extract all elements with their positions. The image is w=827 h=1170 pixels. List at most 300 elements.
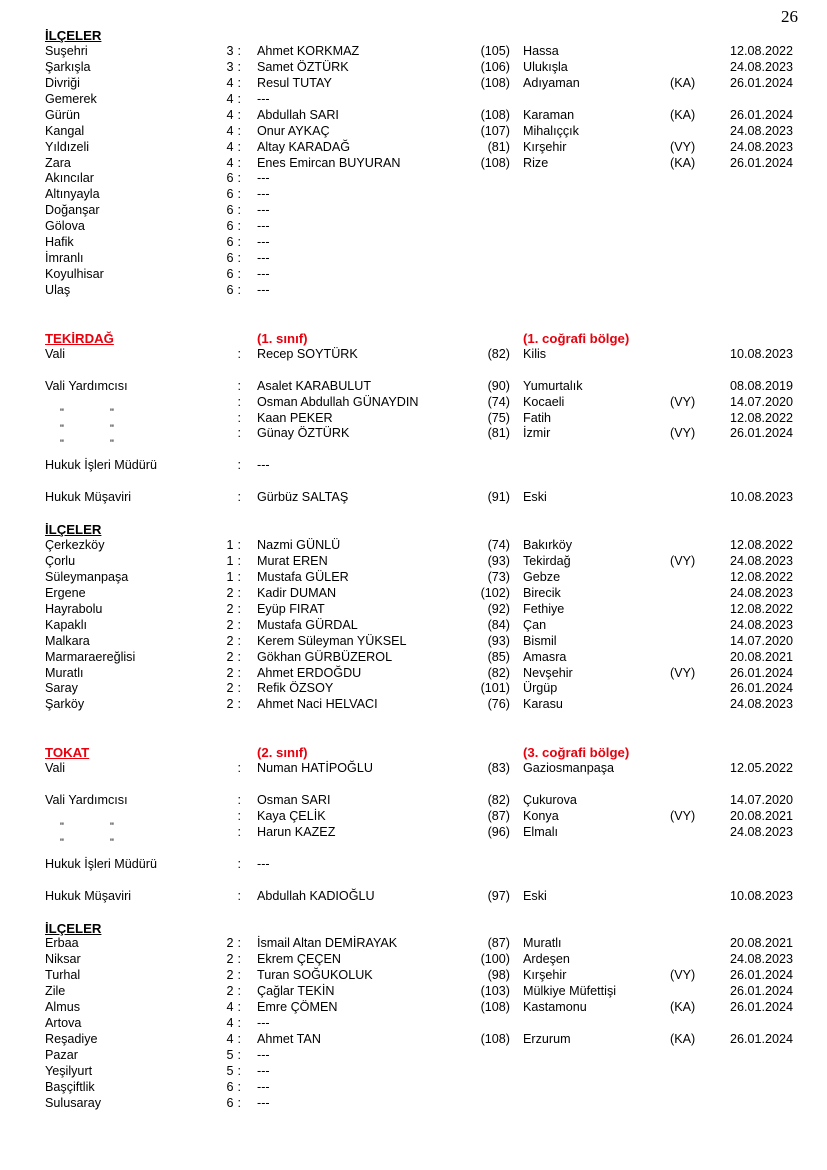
appointment-date: 24.08.2023 — [729, 617, 793, 632]
colon-mark: : — [237, 984, 241, 999]
appointee-name: Ahmet Naci HELVACI — [257, 697, 378, 712]
row-label: Şarköy — [45, 697, 85, 712]
colon-mark: : — [237, 123, 241, 138]
status-tag: (VY) — [670, 139, 696, 154]
colon-mark: : — [237, 936, 241, 951]
origin-place: Birecik — [523, 585, 561, 600]
appointment-date: 08.08.2019 — [729, 378, 793, 393]
class-number: 2 — [226, 936, 234, 951]
origin-place: Nevşehir — [523, 665, 573, 680]
class-colon-cell — [217, 681, 241, 697]
row-label: Hukuk Müşaviri — [45, 888, 132, 903]
ditto-mark: " — [110, 438, 114, 451]
colon-mark: : — [237, 107, 241, 122]
class-colon-cell — [217, 554, 241, 570]
row-label: Süleymanpaşa — [45, 569, 129, 584]
appointee-name: Abdullah KADIOĞLU — [257, 888, 375, 903]
colon-mark: : — [237, 681, 241, 696]
districts-heading-row — [45, 522, 827, 538]
district-row — [45, 283, 827, 299]
district-row — [45, 952, 827, 968]
district-row — [45, 570, 827, 586]
district-row — [45, 554, 827, 570]
district-row — [45, 267, 827, 283]
district-row — [45, 235, 827, 251]
class-colon-cell — [217, 634, 241, 650]
appointee-name: Emre ÇÖMEN — [257, 1000, 338, 1015]
province-header-row — [45, 331, 827, 347]
colon-mark: : — [237, 1079, 241, 1094]
origin-place: Ulukışla — [523, 59, 568, 74]
appointee-name: Enes Emircan BUYURAN — [257, 155, 401, 170]
official-row — [45, 490, 827, 506]
score-value: (87) — [487, 808, 510, 823]
class-number: 2 — [226, 633, 234, 648]
class-number: 2 — [226, 968, 234, 983]
row-label: Yeşilyurt — [45, 1063, 93, 1078]
colon-mark: : — [237, 75, 241, 90]
class-number: 6 — [226, 235, 234, 250]
status-tag: (KA) — [670, 1032, 696, 1047]
appointment-date: 12.08.2022 — [729, 43, 793, 58]
class-colon-cell — [217, 1000, 241, 1016]
class-number: 4 — [226, 155, 234, 170]
class-colon-cell — [217, 92, 241, 108]
ditto-mark: " — [60, 438, 64, 451]
colon-mark: : — [237, 585, 241, 600]
district-row — [45, 681, 827, 697]
class-number: 4 — [226, 123, 234, 138]
class-colon-cell — [217, 124, 241, 140]
class-colon-cell — [217, 666, 241, 682]
row-label: Hafik — [45, 235, 74, 250]
origin-place: Rize — [523, 155, 549, 170]
districts-heading: İLÇELER — [45, 522, 102, 538]
origin-place: Karaman — [523, 107, 575, 122]
score-value: (73) — [487, 569, 510, 584]
appointee-name: --- — [257, 458, 270, 473]
score-value: (76) — [487, 697, 510, 712]
score-value: (105) — [480, 43, 510, 58]
district-row — [45, 1080, 827, 1096]
score-value: (108) — [480, 107, 510, 122]
district-row — [45, 1048, 827, 1064]
row-label: Marmaraereğlisi — [45, 649, 136, 664]
score-value: (74) — [487, 538, 510, 553]
class-colon-cell — [217, 187, 241, 203]
class-number: 6 — [226, 267, 234, 282]
class-number: 6 — [226, 187, 234, 202]
row-label: Gürün — [45, 107, 81, 122]
districts-heading: İLÇELER — [45, 920, 102, 936]
origin-place: Fethiye — [523, 601, 565, 616]
colon-mark: : — [237, 171, 241, 186]
class-number: 2 — [226, 665, 234, 680]
district-row — [45, 968, 827, 984]
appointee-name: İsmail Altan DEMİRAYAK — [257, 936, 398, 951]
origin-place: Konya — [523, 808, 559, 823]
row-label: Artova — [45, 1016, 82, 1031]
colon-mark: : — [237, 346, 241, 361]
appointment-date: 24.08.2023 — [729, 59, 793, 74]
appointment-date: 26.01.2024 — [729, 984, 793, 999]
districts-heading-row — [45, 28, 827, 44]
colon-mark: : — [237, 394, 241, 409]
score-value: (90) — [487, 378, 510, 393]
appointment-date: 12.08.2022 — [729, 538, 793, 553]
score-value: (96) — [487, 824, 510, 839]
appointee-name: Kerem Süleyman YÜKSEL — [257, 633, 407, 648]
colon-mark: : — [237, 952, 241, 967]
origin-place: Fatih — [523, 410, 551, 425]
class-number: 4 — [226, 139, 234, 154]
row-label: Başçiftlik — [45, 1079, 95, 1094]
class-number: 6 — [226, 203, 234, 218]
district-row — [45, 76, 827, 92]
score-value: (91) — [487, 490, 510, 505]
origin-place: Elmalı — [523, 824, 558, 839]
district-row — [45, 650, 827, 666]
row-label: Ulaş — [45, 283, 71, 297]
appointee-name: Günay ÖZTÜRK — [257, 426, 350, 441]
colon-mark: : — [237, 1016, 241, 1031]
colon-mark: : — [237, 219, 241, 234]
class-colon-cell — [217, 1048, 241, 1064]
class-number: 6 — [226, 1095, 234, 1110]
class-colon-cell — [217, 411, 241, 427]
class-colon-cell — [217, 60, 241, 76]
official-row — [45, 426, 827, 451]
district-row — [45, 171, 827, 187]
district-row — [45, 666, 827, 682]
class-number: 2 — [226, 984, 234, 999]
appointee-name: Resul TUTAY — [257, 75, 332, 90]
class-number: 1 — [226, 569, 234, 584]
class-number: 6 — [226, 251, 234, 266]
appointee-name: --- — [257, 283, 270, 297]
district-row — [45, 219, 827, 235]
class-number: 3 — [226, 43, 234, 58]
score-value: (82) — [487, 793, 510, 808]
class-number: 5 — [226, 1048, 234, 1063]
score-value: (82) — [487, 665, 510, 680]
district-row — [45, 586, 827, 602]
class-colon-cell — [217, 936, 241, 952]
colon-mark: : — [237, 490, 241, 505]
origin-place: Kastamonu — [523, 1000, 587, 1015]
colon-mark: : — [237, 458, 241, 473]
district-row — [45, 1064, 827, 1080]
class-number: 2 — [226, 649, 234, 664]
class-colon-cell — [217, 140, 241, 156]
district-row — [45, 697, 827, 713]
class-number: 6 — [226, 283, 234, 297]
origin-place: Karasu — [523, 697, 563, 712]
class-colon-cell — [217, 968, 241, 984]
class-colon-cell — [217, 76, 241, 92]
appointee-name: Kaan PEKER — [257, 410, 333, 425]
class-colon-cell — [217, 984, 241, 1000]
colon-mark: : — [237, 43, 241, 58]
ditto-mark: " — [60, 422, 64, 435]
row-label: Çerkezköy — [45, 538, 105, 553]
appointment-date: 24.08.2023 — [729, 952, 793, 967]
appointment-date: 24.08.2023 — [729, 123, 793, 138]
class-number: 1 — [226, 538, 234, 553]
score-value: (85) — [487, 649, 510, 664]
score-value: (107) — [480, 123, 510, 138]
row-label: Suşehri — [45, 43, 88, 58]
appointee-name: --- — [257, 251, 270, 266]
class-number: 4 — [226, 1000, 234, 1015]
row-label: İmranlı — [45, 251, 84, 266]
class-colon-cell — [217, 538, 241, 554]
colon-mark: : — [237, 553, 241, 568]
appointee-name: Onur AYKAÇ — [257, 123, 330, 138]
status-tag: (KA) — [670, 75, 696, 90]
official-row — [45, 347, 827, 363]
district-row — [45, 108, 827, 124]
origin-place: Çukurova — [523, 793, 577, 808]
province-header-row — [45, 745, 827, 761]
province-title: TEKİRDAĞ — [45, 330, 114, 346]
colon-mark: : — [237, 251, 241, 266]
row-label: Hukuk İşleri Müdürü — [45, 458, 157, 473]
colon-mark: : — [237, 155, 241, 170]
appointee-name: Mustafa GÜRDAL — [257, 617, 358, 632]
blank-line — [45, 506, 827, 522]
colon-mark: : — [237, 235, 241, 250]
colon-mark: : — [237, 856, 241, 871]
official-row — [45, 857, 827, 873]
status-tag: (VY) — [670, 665, 696, 680]
row-label: Saray — [45, 681, 78, 696]
district-row — [45, 984, 827, 1000]
appointee-name: Altay KARADAĞ — [257, 139, 351, 154]
class-colon-cell — [217, 650, 241, 666]
row-label: Zile — [45, 984, 66, 999]
appointee-name: Ekrem ÇEÇEN — [257, 952, 341, 967]
class-number: 2 — [226, 952, 234, 967]
colon-mark: : — [237, 888, 241, 903]
appointment-date: 20.08.2021 — [729, 649, 793, 664]
origin-place: Gaziosmanpaşa — [523, 761, 615, 776]
appointee-name: Kaya ÇELİK — [257, 808, 326, 823]
status-tag: (KA) — [670, 1000, 696, 1015]
score-value: (108) — [480, 155, 510, 170]
origin-place: Gebze — [523, 569, 561, 584]
blank-line — [45, 873, 827, 889]
colon-mark: : — [237, 203, 241, 218]
origin-place: Yumurtalık — [523, 378, 583, 393]
score-value: (93) — [487, 553, 510, 568]
province-section-tokat — [45, 745, 827, 761]
class-colon-cell — [217, 347, 241, 363]
appointee-name: Osman SARI — [257, 793, 331, 808]
score-value: (108) — [480, 1032, 510, 1047]
class-number: 2 — [226, 601, 234, 616]
origin-place: Kırşehir — [523, 968, 567, 983]
origin-place: Kocaeli — [523, 394, 565, 409]
province-class-label: (1. sınıf) — [257, 330, 308, 346]
class-colon-cell — [217, 1032, 241, 1048]
score-value: (103) — [480, 984, 510, 999]
class-number: 6 — [226, 171, 234, 186]
class-colon-cell — [217, 235, 241, 251]
class-colon-cell — [217, 108, 241, 124]
class-colon-cell — [217, 1096, 241, 1112]
colon-mark: : — [237, 633, 241, 648]
class-number: 4 — [226, 1016, 234, 1031]
appointee-name: Gökhan GÜRBÜZEROL — [257, 649, 393, 664]
appointee-name: Osman Abdullah GÜNAYDIN — [257, 394, 419, 409]
class-colon-cell — [217, 490, 241, 506]
ditto-mark: " — [110, 820, 114, 833]
appointment-date: 26.01.2024 — [729, 155, 793, 170]
status-tag: (KA) — [670, 107, 696, 122]
appointee-name: Mustafa GÜLER — [257, 569, 349, 584]
class-number: 2 — [226, 681, 234, 696]
row-label: Ergene — [45, 585, 86, 600]
colon-mark: : — [237, 1032, 241, 1047]
score-value: (97) — [487, 888, 510, 903]
district-row — [45, 203, 827, 219]
blank-line — [45, 442, 827, 458]
row-label: Muratlı — [45, 665, 84, 680]
ditto-mark: " — [60, 836, 64, 849]
appointee-name: Turan SOĞUKOLUK — [257, 968, 373, 983]
class-colon-cell — [217, 267, 241, 283]
appointee-name: Gürbüz SALTAŞ — [257, 490, 349, 505]
origin-place: Hassa — [523, 43, 559, 58]
class-colon-cell — [217, 618, 241, 634]
appointment-date: 20.08.2021 — [729, 936, 793, 951]
class-colon-cell — [217, 458, 241, 474]
origin-place: Eski — [523, 490, 547, 505]
district-row — [45, 1016, 827, 1032]
class-number: 4 — [226, 75, 234, 90]
class-colon-cell — [217, 283, 241, 299]
row-label: Erbaa — [45, 936, 79, 951]
class-colon-cell — [217, 379, 241, 395]
class-colon-cell — [217, 251, 241, 267]
origin-place: Adıyaman — [523, 75, 580, 90]
score-value: (108) — [480, 1000, 510, 1015]
ditto-mark: " — [110, 422, 114, 435]
row-label: Reşadiye — [45, 1032, 98, 1047]
row-label: Malkara — [45, 633, 90, 648]
score-value: (87) — [487, 936, 510, 951]
status-tag: (VY) — [670, 394, 696, 409]
district-row — [45, 92, 827, 108]
appointee-name: Numan HATİPOĞLU — [257, 761, 373, 776]
appointment-date: 26.01.2024 — [729, 75, 793, 90]
colon-mark: : — [237, 538, 241, 553]
district-row — [45, 156, 827, 172]
province-title: TOKAT — [45, 745, 90, 761]
score-value: (93) — [487, 633, 510, 648]
appointment-date: 14.07.2020 — [729, 793, 793, 808]
score-value: (84) — [487, 617, 510, 632]
appointee-name: Recep SOYTÜRK — [257, 346, 358, 361]
row-label: Hukuk Müşaviri — [45, 490, 132, 505]
colon-mark: : — [237, 378, 241, 393]
row-label: Doğanşar — [45, 203, 100, 218]
class-colon-cell — [217, 697, 241, 713]
appointee-name: Nazmi GÜNLÜ — [257, 538, 341, 553]
class-number: 2 — [226, 697, 234, 712]
colon-mark: : — [237, 649, 241, 664]
row-label: Pazar — [45, 1048, 78, 1063]
appointee-name: --- — [257, 1048, 270, 1063]
row-label: Vali Yardımcısı — [45, 378, 128, 393]
appointment-date: 26.01.2024 — [729, 107, 793, 122]
appointment-date: 26.01.2024 — [729, 1000, 793, 1015]
row-label: Gemerek — [45, 91, 97, 106]
score-value: (102) — [480, 585, 510, 600]
blank-line — [45, 363, 827, 379]
appointee-name: --- — [257, 187, 270, 202]
appointee-name: --- — [257, 1079, 270, 1094]
appointment-date: 24.08.2023 — [729, 824, 793, 839]
appointee-name: --- — [257, 1016, 270, 1031]
origin-place: Ardeşen — [523, 952, 570, 967]
appointee-name: Abdullah SARI — [257, 107, 339, 122]
appointee-name: Murat EREN — [257, 553, 328, 568]
appointee-name: Ahmet TAN — [257, 1032, 321, 1047]
ditto-mark: " — [110, 836, 114, 849]
class-colon-cell — [217, 889, 241, 905]
blank-line — [45, 777, 827, 793]
origin-place: Mihalıççık — [523, 123, 579, 138]
colon-mark: : — [237, 697, 241, 712]
district-row — [45, 60, 827, 76]
colon-mark: : — [237, 283, 241, 297]
class-colon-cell — [217, 1080, 241, 1096]
colon-mark: : — [237, 59, 241, 74]
row-label: Şarkışla — [45, 59, 91, 74]
score-value: (100) — [480, 952, 510, 967]
appointment-date: 26.01.2024 — [729, 426, 793, 441]
appointee-name: Refik ÖZSOY — [257, 681, 334, 696]
district-row — [45, 44, 827, 60]
class-colon-cell — [217, 761, 241, 777]
row-label: Sulusaray — [45, 1095, 102, 1110]
row-label: Kangal — [45, 123, 85, 138]
row-label: Altınyayla — [45, 187, 100, 202]
district-row — [45, 140, 827, 156]
origin-place: Bismil — [523, 633, 557, 648]
appointment-date: 20.08.2021 — [729, 808, 793, 823]
colon-mark: : — [237, 91, 241, 106]
appointment-date: 12.05.2022 — [729, 761, 793, 776]
class-number: 6 — [226, 219, 234, 234]
colon-mark: : — [237, 617, 241, 632]
origin-place: İzmir — [523, 426, 551, 441]
appointee-name: Samet ÖZTÜRK — [257, 59, 349, 74]
class-colon-cell — [217, 586, 241, 602]
class-colon-cell — [217, 809, 241, 825]
class-colon-cell — [217, 1064, 241, 1080]
row-label: Vali Yardımcısı — [45, 793, 128, 808]
origin-place: Çan — [523, 617, 547, 632]
appointment-date: 24.08.2023 — [729, 697, 793, 712]
row-label: Akıncılar — [45, 171, 94, 186]
row-label: Kapaklı — [45, 617, 88, 632]
district-row — [45, 124, 827, 140]
colon-mark: : — [237, 1095, 241, 1110]
appointment-date: 12.08.2022 — [729, 569, 793, 584]
